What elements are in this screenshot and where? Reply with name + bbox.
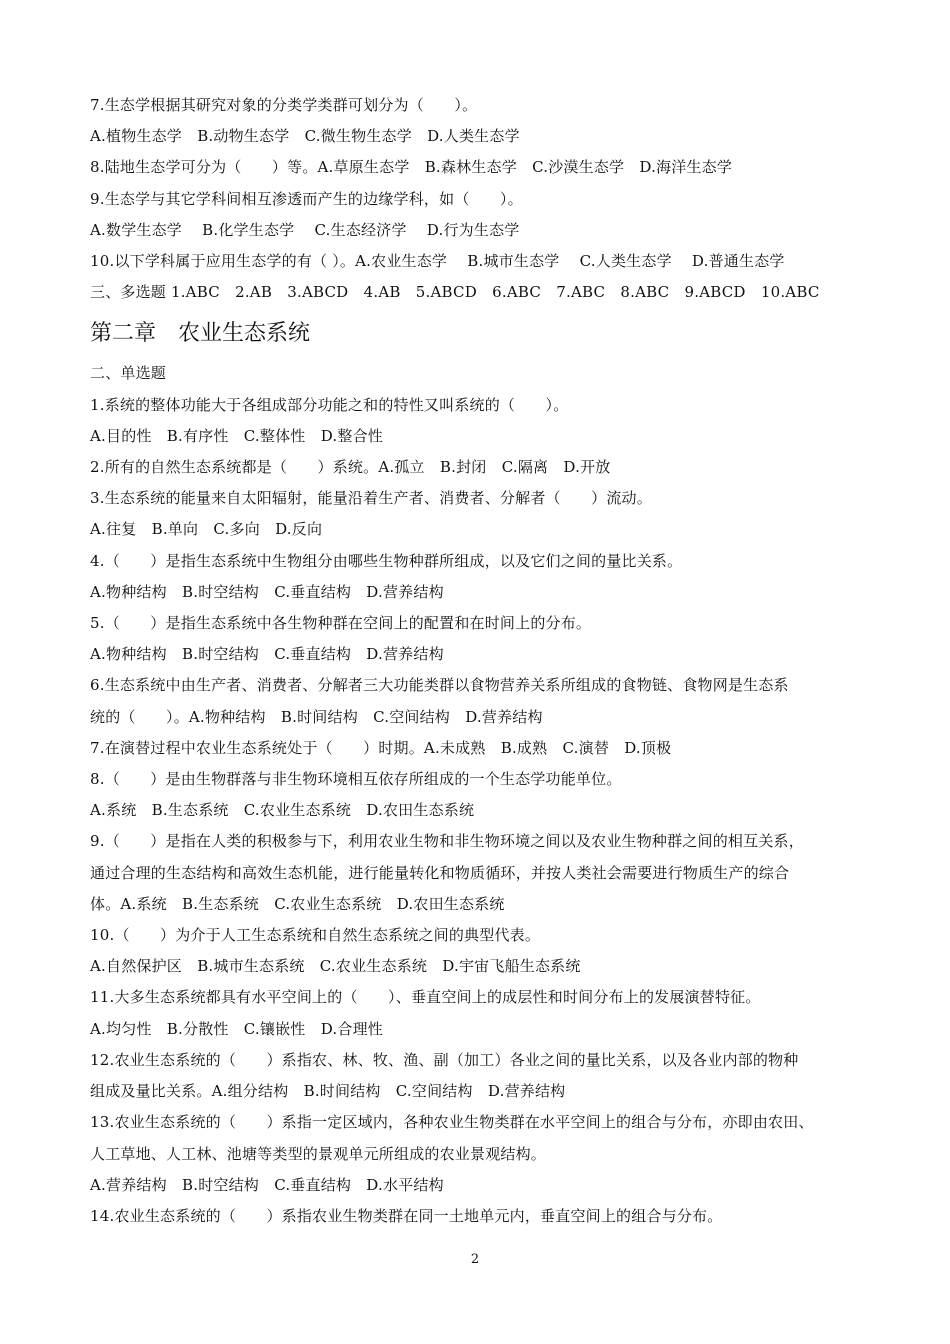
text-line: A.数学生态学 B.化学生态学 C.生态经济学 D.行为生态学 bbox=[90, 220, 520, 239]
text-line: A.物种结构 B.时空结构 C.垂直结构 D.营养结构 bbox=[90, 645, 444, 664]
text-line: A.自然保护区 B.城市生态系统 C.农业生态系统 D.宇宙飞船生态系统 bbox=[90, 957, 581, 976]
text-line: 三、多选题 1.ABC 2.AB 3.ABCD 4.AB 5.ABCD 6.ABC 7.ABC 8.ABC 9.ABCD 10.ABC bbox=[90, 283, 820, 302]
text-line: 4.（ ）是指生态系统中生物组分由哪些生物种群所组成，以及它们之间的量比关系。 bbox=[90, 551, 683, 570]
text-line: 5.（ ）是指生态系统中各生物种群在空间上的配置和在时间上的分布。 bbox=[90, 614, 592, 633]
text-line: 统的（ ）。A.物种结构 B.时间结构 C.空间结构 D.营养结构 bbox=[90, 707, 543, 726]
text-line: 2.所有的自然生态系统都是（ ）系统。A.孤立 B.封闭 C.隔离 D.开放 bbox=[90, 458, 611, 477]
text-line: A.往复 B.单向 C.多向 D.反向 bbox=[90, 520, 323, 539]
page-content bbox=[90, 90, 870, 1232]
text-line: A.均匀性 B.分散性 C.镶嵌性 D.合理性 bbox=[90, 1019, 383, 1038]
text-line: A.植物生态学 B.动物生态学 C.微生物生态学 D.人类生态学 bbox=[90, 127, 520, 146]
text-line: 6.生态系统中由生产者、消费者、分解者三大功能类群以食物营养关系所组成的食物链、食物网是生态系 bbox=[90, 676, 789, 695]
text-line: 二、单选题 bbox=[90, 364, 167, 383]
text-line: 11.大多生态系统都具有水平空间上的（ ）、垂直空间上的成层性和时间分布上的发展演替特征。 bbox=[90, 988, 761, 1007]
chapter-title: 第二章 农业生态系统 bbox=[90, 321, 311, 347]
text-line: 9.（ ）是指在人类的积极参与下，利用农业生物和非生物环境之间以及农业生物种群之间的相互关系， bbox=[90, 832, 804, 851]
text-line: 7.在演替过程中农业生态系统处于（ ）时期。A.未成熟 B.成熟 C.演替 D.顶极 bbox=[90, 738, 672, 757]
text-line: 9.生态学与其它学科间相互渗透而产生的边缘学科，如（ ）。 bbox=[90, 189, 523, 208]
text-line: A.目的性 B.有序性 C.整体性 D.整合性 bbox=[90, 426, 383, 445]
text-line: 14.农业生态系统的（ ）系指农业生物类群在同一土地单元内，垂直空间上的组合与分布。 bbox=[90, 1206, 723, 1225]
text-line: 7.生态学根据其研究对象的分类学类群可划分为（ ）。 bbox=[90, 96, 478, 114]
text-line: 1.系统的整体功能大于各组成部分功能之和的特性又叫系统的（ ）。 bbox=[90, 395, 569, 414]
text-line: A.物种结构 B.时空结构 C.垂直结构 D.营养结构 bbox=[90, 582, 444, 601]
text-line: A.营养结构 B.时空结构 C.垂直结构 D.水平结构 bbox=[90, 1175, 444, 1194]
text-line: A.系统 B.生态系统 C.农业生态系统 D.农田生态系统 bbox=[90, 801, 475, 820]
text-line: 8.陆地生态学可分为（ ）等。A.草原生态学 B.森林生态学 C.沙漠生态学 D.海洋生态学 bbox=[90, 158, 733, 177]
text-line: 组成及量比关系。A.组分结构 B.时间结构 C.空间结构 D.营养结构 bbox=[90, 1082, 566, 1101]
text-line: 10.（ ）为介于人工生态系统和自然生态系统之间的典型代表。 bbox=[90, 926, 541, 945]
text-line: 人工草地、人工林、池塘等类型的景观单元所组成的农业景观结构。 bbox=[90, 1144, 547, 1163]
text-line: 体。A.系统 B.生态系统 C.农业生态系统 D.农田生态系统 bbox=[90, 894, 505, 913]
section-chapter-two bbox=[90, 358, 870, 1232]
text-line: 通过合理的生态结构和高效生态机能，进行能量转化和物质循环，并按人类社会需要进行物质生产的综合 bbox=[90, 863, 790, 882]
text-line: 8.（ ）是由生物群落与非生物环境相互依存所组成的一个生态学功能单位。 bbox=[90, 770, 622, 789]
text-line: 10.以下学科属于应用生态学的有（ ）。A.农业生态学 B.城市生态学 C.人类生态学 D.普通生态学 bbox=[90, 252, 785, 271]
text-line: 12.农业生态系统的（ ）系指农、林、牧、渔、副（加工）各业之间的量比关系，以及各业内部的物种 bbox=[90, 1050, 799, 1069]
text-line: 3.生态系统的能量来自太阳辐射，能量沿着生产者、消费者、分解者（ ）流动。 bbox=[90, 489, 652, 508]
text-line: 13.农业生态系统的（ ）系指一定区域内，各种农业生物类群在水平空间上的组合与分布，亦即由农田、 bbox=[90, 1113, 814, 1132]
page-number: 2 bbox=[470, 1252, 480, 1267]
section-previous-chapter bbox=[90, 90, 870, 308]
